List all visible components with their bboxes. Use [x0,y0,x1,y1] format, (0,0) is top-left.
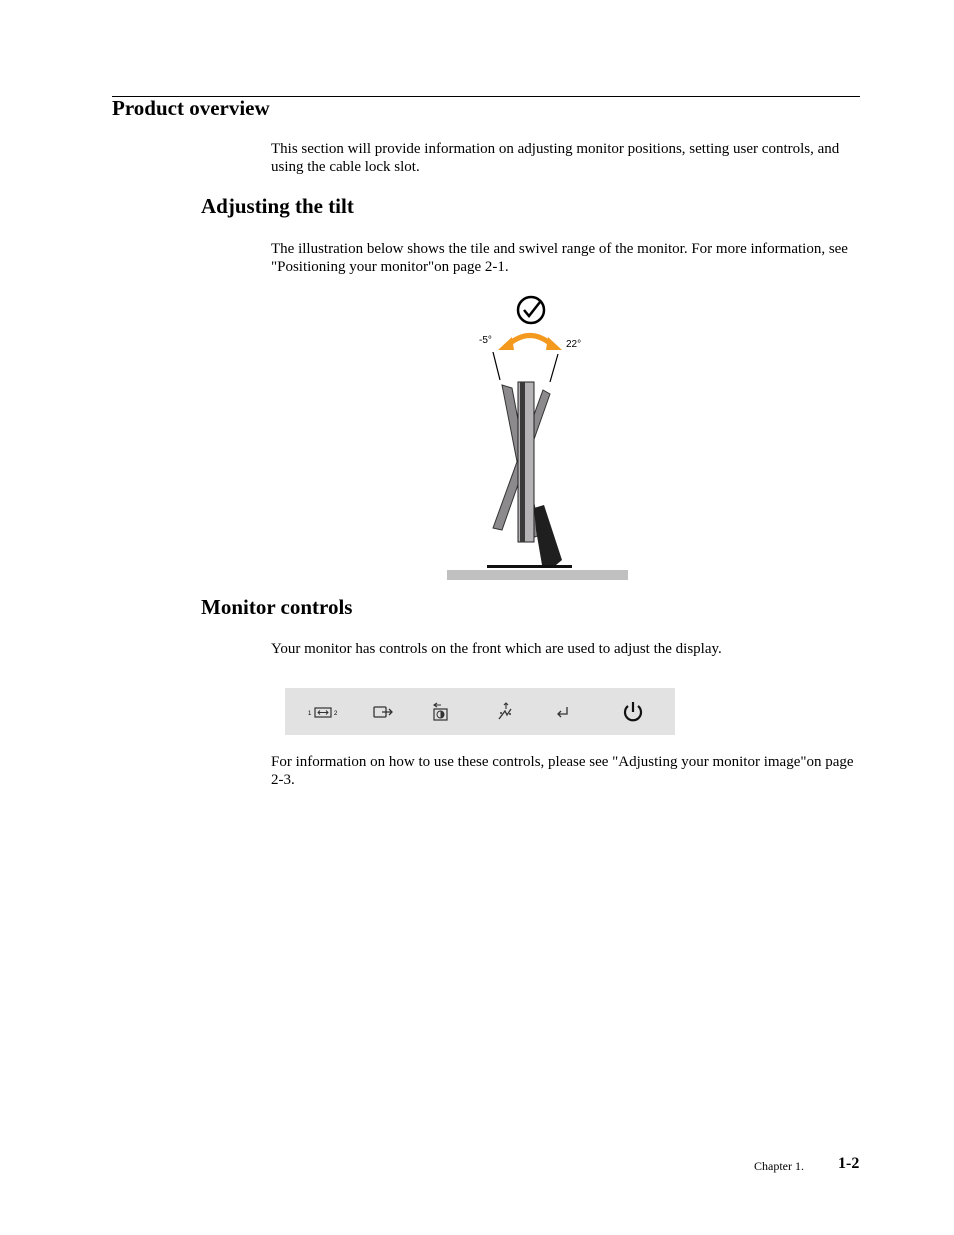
exit-icon [371,702,395,722]
enter-icon [551,702,575,722]
footer-chapter: Chapter 1. [754,1159,804,1173]
input-switch-button[interactable] [307,700,341,724]
image-setup-icon [429,701,453,723]
tilt-heading: Adjusting the tilt [201,194,354,218]
controls-followup: For information on how to use these controls, please see "Adjusting your monitor image"on page 2-3. [271,754,854,788]
controls-heading: Monitor controls [201,595,353,619]
auto-adjust-icon [493,701,517,723]
input-switch-label-1: 1 [308,711,312,717]
power-button[interactable] [620,700,646,724]
auto-adjust-button[interactable] [493,700,517,724]
footer-page-number: 1-2 [838,1155,860,1172]
controls-body: Your monitor has controls on the front which are used to adjust the display. [271,641,722,657]
input-switch-label-2: 2 [334,711,338,717]
angle-forward-label: 22° [566,339,582,350]
section-title: Product overview [112,96,270,120]
exit-button[interactable] [371,700,395,724]
checkmark-icon [518,297,544,323]
input-switch-icon [307,702,341,722]
angle-back-label: -5° [479,335,492,346]
enter-button[interactable] [551,700,575,724]
monitor-side-icon [487,382,572,568]
section-intro: This section will provide information on adjusting monitor positions, setting user controls, and using the cable lock slot. [271,141,840,175]
tilt-figure [440,290,640,585]
control-panel [285,688,675,735]
power-icon [620,699,646,725]
tilt-body: The illustration below shows the tile and swivel range of the monitor. For more information, see "Positioning your monitor"on page 2-1. [271,241,848,275]
tilt-arrow-icon [498,336,562,351]
image-setup-button[interactable] [429,700,453,724]
